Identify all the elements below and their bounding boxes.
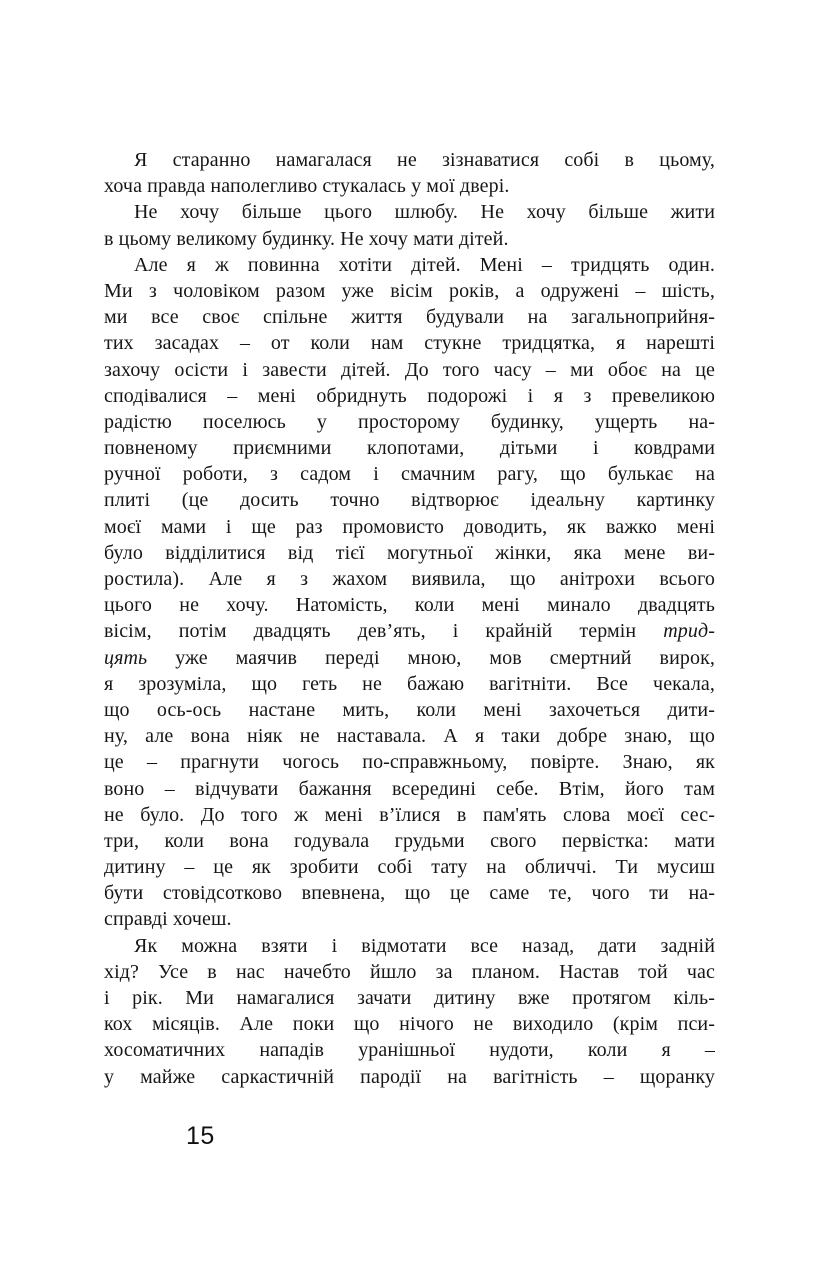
text-segment: вісім, потім двадцять дев’ять, і крайній термін bbox=[104, 620, 664, 643]
text-segment: сподівалися – мені обриднуть подорожі і я з превеликою bbox=[104, 384, 715, 407]
text-segment: дитину – це як зробити собі тату на обличчі. Ти мусиш bbox=[104, 856, 715, 879]
text-segment: у майже саркастичній пародії на вагітність – щоранку bbox=[104, 1065, 715, 1088]
text-line bbox=[104, 618, 715, 644]
text-segment: тих засадах – от коли нам стукне тридцятка, я нарешті bbox=[104, 332, 715, 355]
text-line bbox=[104, 147, 715, 173]
text-segment: ручної роботи, з садом і смачним рагу, що булькає на bbox=[104, 463, 715, 486]
text-segment: в цьому великому будинку. Не хочу мати дітей. bbox=[104, 227, 509, 250]
text-segment: Не хочу більше цього шлюбу. Не хочу більше жити bbox=[134, 201, 715, 224]
paragraph bbox=[104, 199, 715, 251]
text-line bbox=[104, 723, 715, 749]
text-segment: плиті (це досить точно відтворює ідеальну картинку bbox=[104, 489, 715, 512]
text-line bbox=[104, 1011, 715, 1037]
text-segment: справді хочеш. bbox=[104, 908, 232, 931]
text-line bbox=[104, 199, 715, 225]
page-text bbox=[104, 147, 715, 1090]
text-line bbox=[104, 252, 715, 278]
text-line bbox=[104, 461, 715, 487]
text-segment: Я старанно намагалася не зізнаватися собі в цьому, bbox=[134, 149, 715, 171]
text-segment: це – прагнути чогось по-справжньому, повірте. Знаю, як bbox=[104, 751, 715, 774]
text-segment: бути стовідсотково впевнена, що це саме те, чого ти на- bbox=[104, 882, 715, 905]
text-line bbox=[104, 671, 715, 697]
text-line bbox=[104, 173, 715, 199]
text-line bbox=[104, 959, 715, 985]
text-line bbox=[104, 906, 715, 932]
paragraph bbox=[104, 252, 715, 933]
text-segment: уже маячив переді мною, мов смертний вирок, bbox=[147, 646, 715, 669]
text-line bbox=[104, 828, 715, 854]
text-segment: радістю поселюсь у просторому будинку, ущерть на- bbox=[104, 410, 715, 433]
text-segment: моєї мами і ще раз промовисто доводить, як важко мені bbox=[104, 515, 715, 538]
text-line bbox=[104, 1037, 715, 1063]
text-line bbox=[104, 304, 715, 330]
paragraph bbox=[104, 933, 715, 1090]
text-line bbox=[104, 487, 715, 513]
text-line bbox=[104, 540, 715, 566]
text-segment: було відділитися від тієї могутньої жінки, яка мене ви- bbox=[104, 541, 715, 564]
paragraph bbox=[104, 147, 715, 199]
text-line bbox=[104, 566, 715, 592]
text-line bbox=[104, 226, 715, 252]
text-segment: захочу осісти і завести дітей. До того часу – ми обоє на це bbox=[104, 358, 715, 381]
text-segment: хосоматичних нападів уранішньої нудоти, коли я – bbox=[104, 1039, 715, 1062]
text-line bbox=[104, 933, 715, 959]
text-segment: хоча правда наполегливо стукалась у мої двері. bbox=[104, 175, 510, 198]
text-segment: я зрозуміла, що геть не бажаю вагітніти. Все чекала, bbox=[104, 672, 715, 695]
text-segment: що ось-ось настане мить, коли мені захочеться дити- bbox=[104, 698, 715, 721]
text-segment: Як можна взяти і відмотати все назад, дати задній bbox=[134, 934, 715, 957]
text-segment: не було. До того ж мені в’їлися в пам'ять слова моєї сес- bbox=[104, 803, 715, 826]
text-line bbox=[104, 854, 715, 880]
text-segment: хід? Усе в нас начебто йшло за планом. Настав той час bbox=[104, 960, 715, 983]
text-line bbox=[104, 383, 715, 409]
text-line bbox=[104, 880, 715, 906]
text-segment: воно – відчувати бажання всередині себе. Втім, його там bbox=[104, 777, 715, 800]
text-segment: Але я ж повинна хотіти дітей. Мені – тридцять один. bbox=[134, 253, 715, 276]
text-segment: три, коли вона годувала грудьми свого первістка: мати bbox=[104, 829, 715, 852]
text-segment: ну, але вона ніяк не наставала. А я таки добре знаю, що bbox=[104, 725, 715, 748]
text-segment: кох місяців. Але поки що нічого не виходило (крім пси- bbox=[104, 1013, 715, 1036]
text-line bbox=[104, 514, 715, 540]
text-line bbox=[104, 749, 715, 775]
text-line bbox=[104, 409, 715, 435]
text-segment: і рік. Ми намагалися зачати дитину вже протягом кіль- bbox=[104, 987, 715, 1009]
text-segment: ми все своє спільне життя будували на загальноприйня- bbox=[104, 306, 715, 329]
italic-text-segment: трид- bbox=[663, 620, 715, 643]
text-line bbox=[104, 357, 715, 383]
page-number: 15 bbox=[186, 1122, 215, 1150]
text-line bbox=[104, 645, 715, 671]
text-line bbox=[104, 802, 715, 828]
text-line bbox=[104, 435, 715, 461]
text-segment: Ми з чоловіком разом уже вісім років, а одружені – шість, bbox=[104, 279, 715, 302]
text-segment: повненому приємними клопотами, дітьми і ковдрами bbox=[104, 437, 715, 460]
text-line bbox=[104, 1064, 715, 1090]
text-segment: ростила). Але я з жахом виявила, що анітрохи всього bbox=[104, 568, 715, 590]
text-segment: цього не хочу. Натомість, коли мені минало двадцять bbox=[104, 594, 715, 617]
text-line bbox=[104, 278, 715, 304]
text-line bbox=[104, 330, 715, 356]
text-line bbox=[104, 985, 715, 1011]
italic-text-segment: цять bbox=[104, 646, 148, 669]
text-line bbox=[104, 776, 715, 802]
text-line bbox=[104, 592, 715, 618]
text-line bbox=[104, 697, 715, 723]
